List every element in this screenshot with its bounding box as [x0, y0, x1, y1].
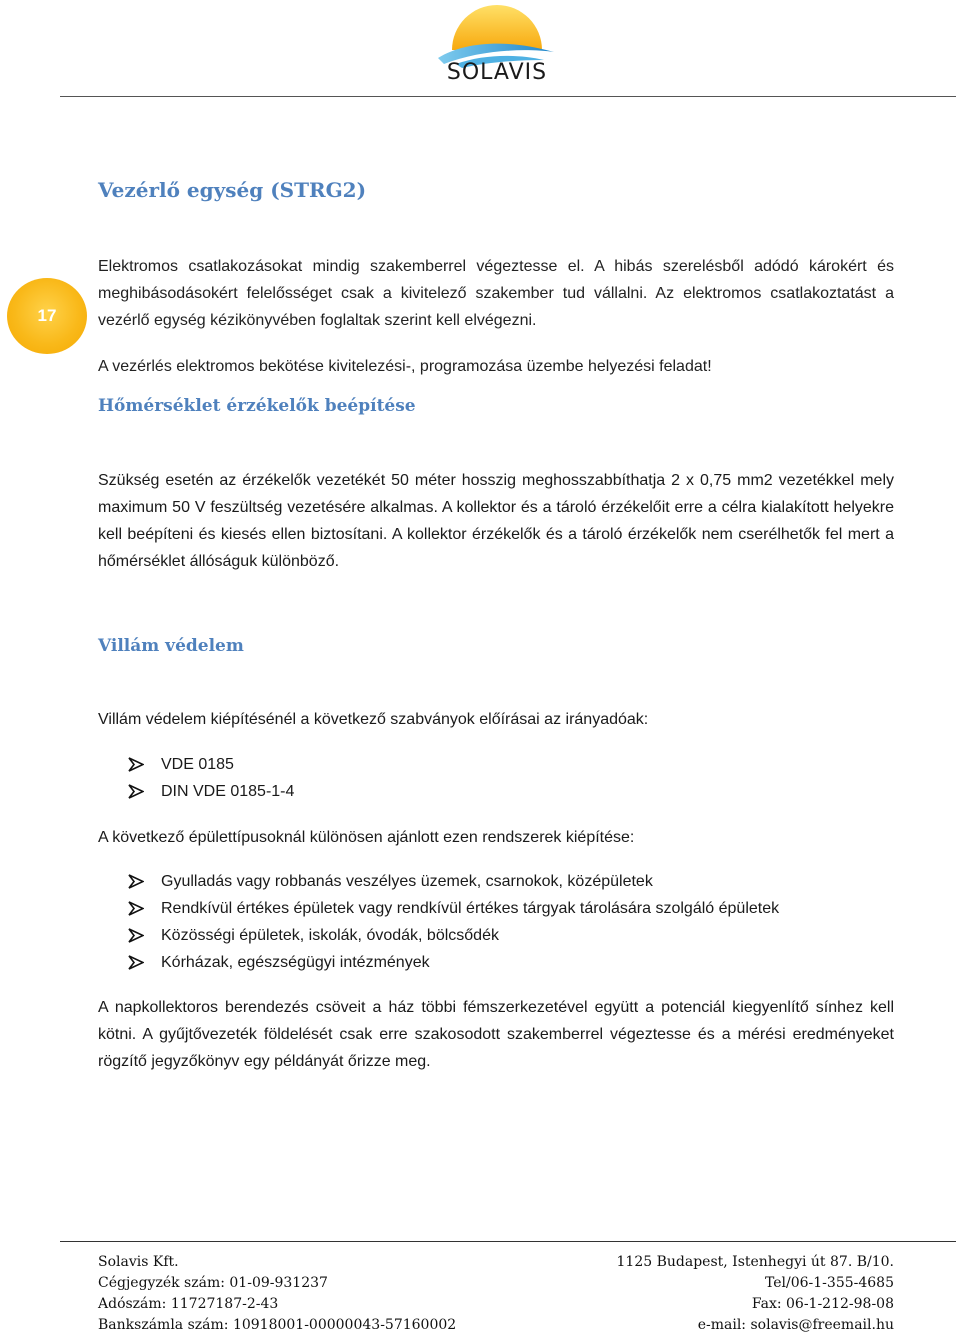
- footer-address: 1125 Budapest, Istenhegyi út 87. B/10.: [616, 1254, 894, 1270]
- footer: [98, 1252, 894, 1336]
- sensors-body: [98, 467, 894, 575]
- lightning-intro2-text: A következő épülettípusoknál különösen ajánlott ezen rendszerek kiépítése:: [98, 829, 635, 846]
- footer-company: Solavis Kft.: [98, 1254, 179, 1270]
- footer-fax: Fax: 06-1-212-98-08: [751, 1296, 894, 1312]
- list-item: [98, 949, 894, 976]
- controller-paragraph-2: A vezérlés elektromos bekötése kivitelezési-, programozása üzembe helyezési feladat!: [98, 358, 712, 375]
- arrow-bullet-icon: [128, 928, 144, 943]
- footer-registration: Cégjegyzék szám: 01-09-931237: [98, 1275, 328, 1291]
- sensors-paragraph: Szükség esetén az érzékelők vezetékét 50 méter hosszig meghosszabbíthatja 2 x 0,75 mm2 vezetékkel mely maximum 50 V feszültség vezetésére alkalmas. A kollektor és a tároló érzékelőit erre a célra kialakított helyekre kell beépíteni és kiesés ellen biztosítani. A kollektor érzékelők és a tároló érzékelők nem cserélhetők fel mert a hőmérséklet állóságuk különböző.: [98, 472, 894, 570]
- solavis-logo: [432, 2, 562, 90]
- arrow-bullet-icon: [128, 784, 144, 799]
- header-divider: [60, 96, 956, 97]
- page-number: 17: [37, 306, 57, 325]
- section-title-controller: Vezérlő egység (STRG2): [98, 178, 367, 202]
- standard-text: VDE 0185: [161, 756, 234, 773]
- lightning-intro: [98, 706, 894, 733]
- arrow-bullet-icon: [128, 874, 144, 889]
- lightning-intro-text: Villám védelem kiépítésénél a következő szabványok előírásai az irányadóak:: [98, 711, 649, 728]
- footer-email: e-mail: solavis@freemail.hu: [697, 1317, 894, 1333]
- page-number-badge: [7, 278, 87, 354]
- section-lightning: [98, 636, 894, 656]
- list-item: [98, 751, 894, 778]
- controller-note: [98, 353, 894, 380]
- standard-text: DIN VDE 0185-1-4: [161, 783, 295, 800]
- list-item: [98, 778, 894, 805]
- building-text: Gyulladás vagy robbanás veszélyes üzemek, csarnokok, középületek: [161, 873, 653, 890]
- controller-body: [98, 253, 894, 334]
- standards-list: [98, 751, 894, 805]
- list-item: [98, 922, 894, 949]
- building-text: Rendkívül értékes épületek vagy rendkívül értékes tárgyak tárolására szolgáló épületek: [161, 900, 780, 917]
- arrow-bullet-icon: [128, 955, 144, 970]
- section-sensors: [98, 396, 894, 416]
- lightning-closing-text: A napkollektoros berendezés csöveit a ház többi fémszerkezetével együtt a potenciál kiegyenlítő sínhez kell kötni. A gyűjtővezeték földelését csak erre szakosodott szakemberrel végeztesse és a mérési eredményeket rögzítő jegyzőkönyv egy példányát őrizze meg.: [98, 999, 894, 1070]
- controller-paragraph-1: Elektromos csatlakozásokat mindig szakemberrel végeztesse el. A hibás szerelésből adódó károkért és meghibásodásokért felelősséget csak a kivitelező szakember tud vállalni. Az elektromos csatlakoztatást a vezérlő egység kézikönyvében foglaltak szerint kell elvégezni.: [98, 258, 894, 329]
- section-title-lightning: Villám védelem: [98, 636, 244, 656]
- list-item: [98, 868, 894, 895]
- building-text: Közösségi épületek, iskolák, óvodák, bölcsődék: [161, 927, 499, 944]
- footer-phone: Tel/06-1-355-4685: [765, 1275, 894, 1291]
- footer-tax-number: Adószám: 11727187-2-43: [98, 1296, 279, 1312]
- arrow-bullet-icon: [128, 757, 144, 772]
- footer-divider: [60, 1241, 956, 1242]
- buildings-list: [98, 868, 894, 976]
- section-controller: [98, 178, 894, 202]
- building-text: Kórházak, egészségügyi intézmények: [161, 954, 430, 971]
- arrow-bullet-icon: [128, 901, 144, 916]
- logo-text: SOLAVIS: [446, 60, 548, 85]
- list-item: [98, 895, 894, 922]
- section-title-sensors: Hőmérséklet érzékelők beépítése: [98, 396, 416, 416]
- lightning-intro2: [98, 824, 894, 851]
- footer-bank-account: Bankszámla szám: 10918001-00000043-57160002: [98, 1317, 457, 1333]
- lightning-closing: [98, 994, 894, 1075]
